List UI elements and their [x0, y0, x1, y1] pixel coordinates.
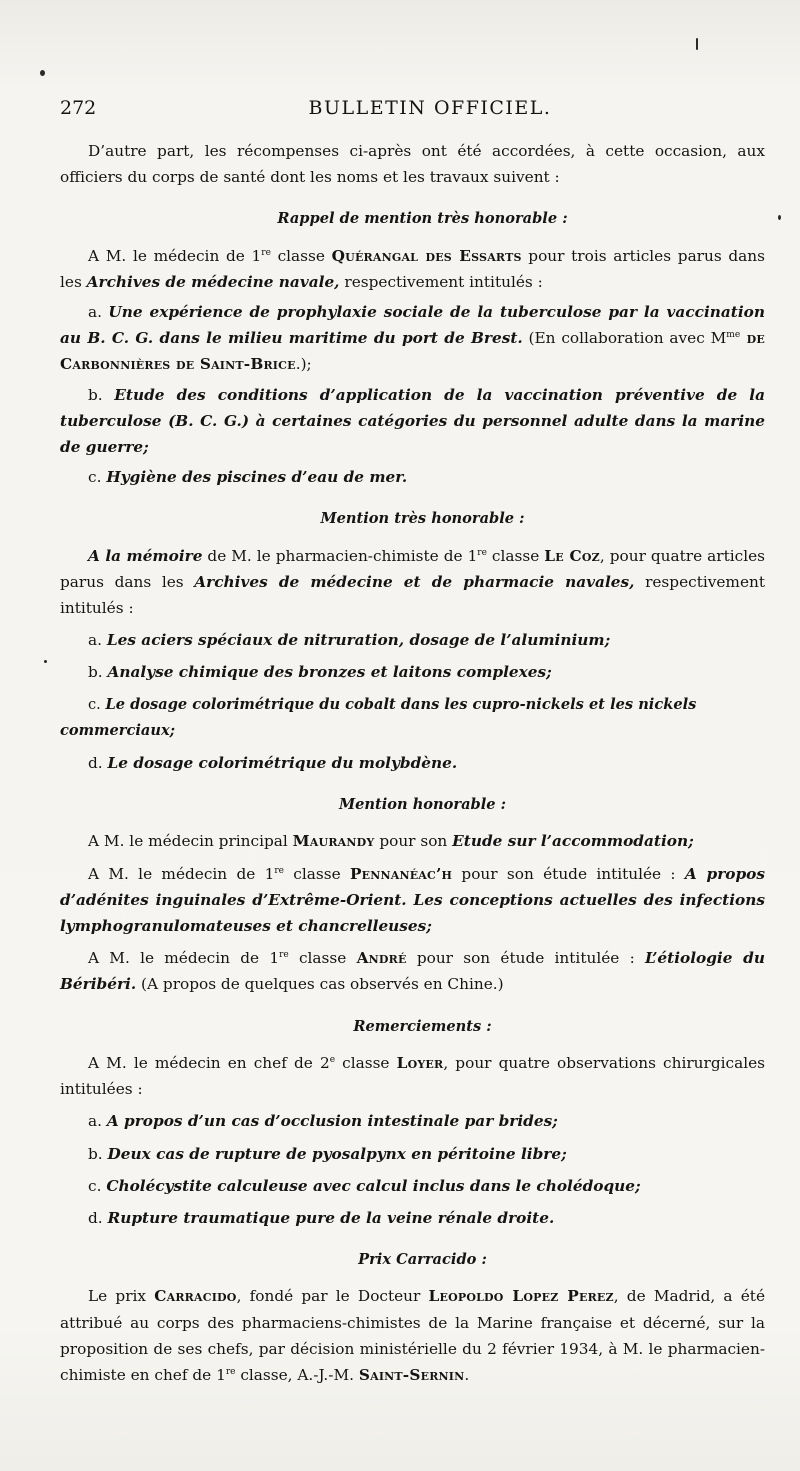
page-number: 272 — [60, 97, 97, 119]
section-heading-mention-tres-honorable: Mention très honorable : — [320, 510, 525, 528]
mention-tres-paragraph: A la mémoire de M. le pharmacien-chimiste de 1re classe Le Coz, pour quatre articles parus dans les Archives de médecine et de pharmacie navales, respectivement intitulés : — [60, 546, 765, 618]
list-item: b. Etude des conditions d’application de la vaccination préventive de la tuberculose (B. C. G.) à certaines catégories du personnel adulte dans la marine de guerre; — [60, 385, 765, 457]
section-heading-mention-honorable: Mention honorable : — [338, 796, 507, 814]
list-item: c. Hygiène des piscines d’eau de mer. — [88, 468, 408, 487]
remerciements-paragraph: A M. le médecin en chef de 2e classe Loyer, pour quatre observations chirurgicales intitulées : — [60, 1053, 765, 1099]
mention-hon-paragraph-1: A M. le médecin principal Maurandy pour son Etude sur l’accommodation; — [88, 832, 694, 851]
ink-speck — [40, 70, 45, 76]
ink-speck — [696, 38, 698, 50]
person-name: Maurandy — [292, 832, 375, 851]
section-heading-rappel: Rappel de mention très honorable : — [277, 210, 568, 228]
ink-speck — [44, 660, 47, 663]
person-name: Carracido — [154, 1287, 237, 1306]
person-name: Pennanéac’h — [349, 864, 453, 883]
ink-speck — [778, 215, 781, 220]
page-body — [60, 138, 765, 1388]
mention-hon-paragraph-2: A M. le médecin de 1re classe Pennanéac’h pour son étude intitulée : A propos d’adénites inguinales d’Extrême-Orient. Les conceptions actuelles des infections lymphogranulomateuses et chancrelleuses; — [60, 864, 765, 936]
list-item: b. Analyse chimique des bronzes et laitons complexes; — [88, 663, 552, 682]
person-name: Le Coz — [544, 546, 600, 565]
list-item: a. Une expérience de prophylaxie sociale de la tuberculose par la vaccination au B. C. G. dans le milieu maritime du port de Brest. (En collaboration avec $M^{me}$ de Carbonnières de Saint-Brice.); — [60, 303, 765, 374]
person-name: André — [356, 949, 407, 968]
rappel-paragraph: A M. le médecin de 1re classe Quérangal des Essarts pour trois articles parus dans les Archives de médecine navale, respectivement intitulés : — [60, 246, 766, 291]
person-name: Leopoldo Lopez Perez — [428, 1287, 614, 1306]
person-name: Loyer — [396, 1053, 444, 1072]
page-header — [60, 97, 760, 123]
list-item: a. A propos d’un cas d’occlusion intestinale par brides; — [88, 1112, 558, 1131]
list-item: d. Rupture traumatique pure de la veine rénale droite. — [88, 1208, 555, 1227]
list-item: c. Cholécystite calculeuse avec calcul inclus dans le cholédoque; — [88, 1176, 641, 1195]
prix-paragraph: Le prix Carracido, fondé par le Docteur Leopoldo Lopez Perez, de Madrid, a été attribué au corps des pharmaciens-chimistes de la Marine française et décerné, sur la proposition de ses chefs, par décision ministérielle du 2 février 1934, à M. le pharmacien-chimiste en chef de 1re classe, A.-J.-M. Saint-Sernin. — [60, 1287, 765, 1384]
mention-hon-paragraph-3: A M. le médecin de 1re classe André pour son étude intitulée : L’étiologie du Béribéri. (A propos de quelques cas observés en Chine.) — [60, 949, 765, 994]
list-item: d. Le dosage colorimétrique du molybdène. — [88, 754, 458, 773]
running-title: BULLETIN OFFICIEL. — [308, 97, 552, 119]
list-item: a. Les aciers spéciaux de nitruration, dosage de l’aluminium; — [88, 631, 611, 650]
list-item: b. Deux cas de rupture de pyosalpynx en péritoine libre; — [88, 1144, 567, 1163]
person-name: Saint-Sernin — [358, 1365, 465, 1384]
list-item: c. Le dosage colorimétrique du cobalt dans les cupro-nickels et les nickels commerciaux; — [60, 695, 697, 739]
person-name: Quérangal des Essarts — [331, 246, 522, 265]
journal-title: Archives de médecine et de pharmacie navales, — [194, 572, 635, 591]
intro-paragraph: D’autre part, les récompenses ci-après ont été accordées, à cette occasion, aux officiers du corps de santé dont les noms et les travaux suivent : — [60, 142, 765, 187]
section-heading-prix-carracido: Prix Carracido : — [358, 1251, 487, 1269]
journal-title: Archives de médecine navale, — [86, 272, 340, 291]
section-heading-remerciements: Remerciements : — [353, 1017, 492, 1035]
